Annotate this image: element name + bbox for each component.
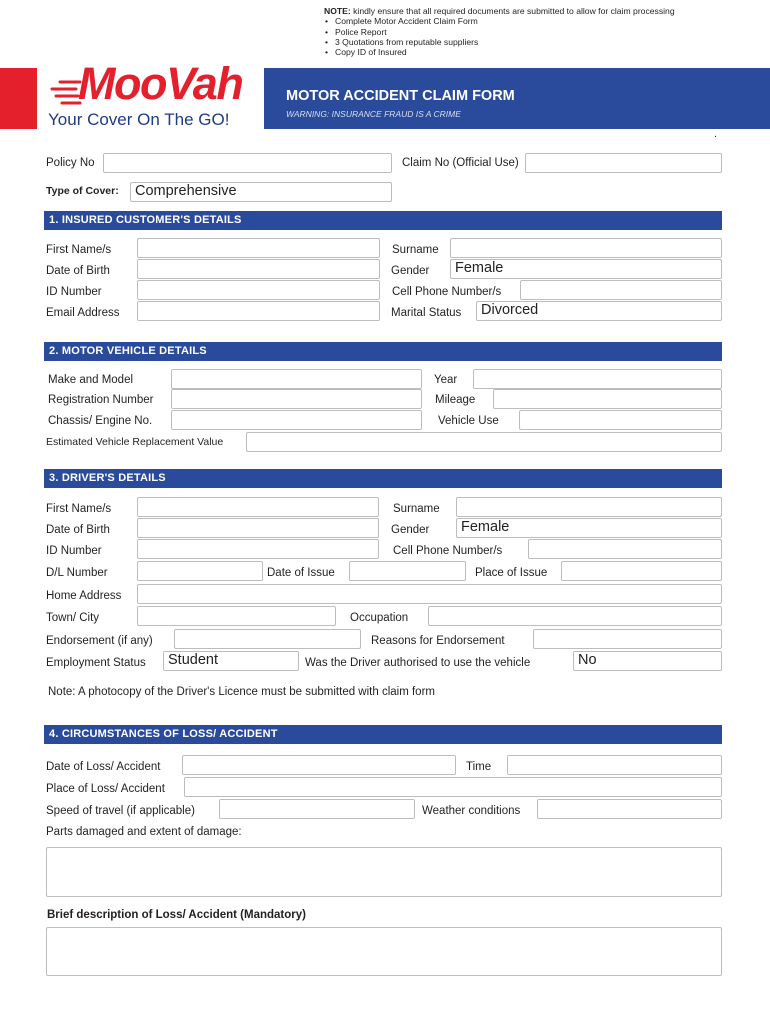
- mileage-label: Mileage: [435, 394, 476, 406]
- driver-cell-label: Cell Phone Number/s: [393, 545, 503, 557]
- policy-no-field[interactable]: [103, 153, 392, 173]
- home-address-label: Home Address: [46, 590, 122, 602]
- policy-no-label: Policy No: [46, 157, 95, 169]
- date-of-issue-field[interactable]: [349, 561, 466, 581]
- logo-tagline: Your Cover On The GO!: [48, 110, 230, 129]
- time-field[interactable]: [507, 755, 722, 775]
- year-field[interactable]: [473, 369, 722, 389]
- licence-note: Note: A photocopy of the Driver's Licence must be submitted with claim form: [48, 686, 435, 698]
- driver-id-field[interactable]: [137, 539, 379, 559]
- insured-marital-field[interactable]: Divorced: [476, 301, 722, 321]
- brief-description-field[interactable]: [46, 927, 722, 976]
- dot-mark: .: [714, 128, 718, 140]
- town-city-label: Town/ City: [46, 612, 100, 624]
- note-text: kindly ensure that all required documents are submitted to allow for claim processing: [353, 6, 675, 16]
- driver-first-name-field[interactable]: [137, 497, 379, 517]
- time-label: Time: [466, 761, 492, 773]
- weather-label: Weather conditions: [422, 805, 521, 817]
- chassis-field[interactable]: [171, 410, 422, 430]
- year-label: Year: [434, 374, 458, 386]
- registration-field[interactable]: [171, 389, 422, 409]
- driver-surname-field[interactable]: [456, 497, 722, 517]
- loss-date-field[interactable]: [182, 755, 456, 775]
- home-address-field[interactable]: [137, 584, 722, 604]
- insured-surname-field[interactable]: [450, 238, 722, 258]
- list-item: • 3 Quotations from reputable suppliers: [335, 37, 675, 47]
- driver-gender-label: Gender: [391, 524, 430, 536]
- form-banner: [264, 68, 770, 129]
- town-city-field[interactable]: [137, 606, 336, 626]
- list-item: • Copy ID of Insured: [335, 47, 675, 57]
- endorsement-field[interactable]: [174, 629, 361, 649]
- vehicle-use-label: Vehicle Use: [438, 415, 499, 427]
- insured-first-name-field[interactable]: [137, 238, 380, 258]
- insured-cell-field[interactable]: [520, 280, 722, 300]
- insured-gender-label: Gender: [391, 265, 430, 277]
- dl-number-label: D/L Number: [46, 567, 108, 579]
- brief-description-label: Brief description of Loss/ Accident (Mandatory): [47, 909, 306, 921]
- insured-gender-field[interactable]: Female: [450, 259, 722, 279]
- loss-place-field[interactable]: [184, 777, 722, 797]
- insured-first-name-label: First Name/s: [46, 244, 112, 256]
- replacement-value-field[interactable]: [246, 432, 722, 452]
- required-documents-list: [324, 16, 675, 57]
- driver-dob-label: Date of Birth: [46, 524, 110, 536]
- chassis-label: Chassis/ Engine No.: [48, 415, 153, 427]
- fraud-warning: WARNING: INSURANCE FRAUD IS A CRIME: [286, 109, 461, 119]
- list-item: • Police Report: [335, 27, 675, 37]
- driver-dob-field[interactable]: [137, 518, 379, 538]
- authorised-field[interactable]: No: [573, 651, 722, 671]
- driver-id-label: ID Number: [46, 545, 102, 557]
- reasons-endorsement-field[interactable]: [533, 629, 722, 649]
- driver-surname-label: Surname: [393, 503, 440, 515]
- authorised-label: Was the Driver authorised to use the vehicle: [305, 657, 531, 669]
- form-title: MOTOR ACCIDENT CLAIM FORM: [286, 88, 515, 104]
- claim-no-label: Claim No (Official Use): [402, 157, 519, 169]
- list-item: • Complete Motor Accident Claim Form: [335, 16, 675, 26]
- section-circumstances-header: 4. CIRCUMSTANCES OF LOSS/ ACCIDENT: [44, 725, 722, 744]
- claim-no-field[interactable]: [525, 153, 722, 173]
- occupation-field[interactable]: [428, 606, 722, 626]
- dl-number-field[interactable]: [137, 561, 263, 581]
- registration-label: Registration Number: [48, 394, 154, 406]
- note-prefix: NOTE:: [324, 6, 351, 16]
- insured-dob-label: Date of Birth: [46, 265, 110, 277]
- make-model-label: Make and Model: [48, 374, 134, 386]
- insured-id-label: ID Number: [46, 286, 102, 298]
- loss-place-label: Place of Loss/ Accident: [46, 783, 165, 795]
- driver-cell-field[interactable]: [528, 539, 722, 559]
- parts-damaged-field[interactable]: [46, 847, 722, 897]
- type-of-cover-label: Type of Cover:: [46, 185, 119, 197]
- loss-date-label: Date of Loss/ Accident: [46, 761, 161, 773]
- employment-status-label: Employment Status: [46, 657, 146, 669]
- mileage-field[interactable]: [493, 389, 722, 409]
- weather-field[interactable]: [537, 799, 722, 819]
- driver-first-name-label: First Name/s: [46, 503, 112, 515]
- occupation-label: Occupation: [350, 612, 409, 624]
- section-vehicle-header: 2. MOTOR VEHICLE DETAILS: [44, 342, 722, 361]
- insured-email-field[interactable]: [137, 301, 380, 321]
- documents-note: [324, 6, 675, 57]
- endorsement-label: Endorsement (if any): [46, 635, 153, 647]
- date-of-issue-label: Date of Issue: [267, 567, 335, 579]
- insured-marital-label: Marital Status: [391, 307, 462, 319]
- red-accent-block: [0, 68, 37, 129]
- speed-lines-icon: [46, 76, 82, 106]
- replacement-value-label: Estimated Vehicle Replacement Value: [46, 436, 224, 448]
- make-model-field[interactable]: [171, 369, 422, 389]
- driver-gender-field[interactable]: Female: [456, 518, 722, 538]
- place-of-issue-field[interactable]: [561, 561, 722, 581]
- section-insured-header: 1. INSURED CUSTOMER'S DETAILS: [44, 211, 722, 230]
- logo-wordmark: MooVah: [78, 58, 243, 109]
- vehicle-use-field[interactable]: [519, 410, 722, 430]
- reasons-endorsement-label: Reasons for Endorsement: [371, 635, 505, 647]
- parts-damaged-label: Parts damaged and extent of damage:: [46, 826, 242, 838]
- speed-label: Speed of travel (if applicable): [46, 805, 195, 817]
- logo: [40, 58, 262, 130]
- insured-surname-label: Surname: [392, 244, 439, 256]
- place-of-issue-label: Place of Issue: [475, 567, 548, 579]
- type-of-cover-field[interactable]: Comprehensive: [130, 182, 392, 202]
- insured-cell-label: Cell Phone Number/s: [392, 286, 502, 298]
- insured-email-label: Email Address: [46, 307, 120, 319]
- employment-status-field[interactable]: Student: [163, 651, 299, 671]
- section-driver-header: 3. DRIVER'S DETAILS: [44, 469, 722, 488]
- speed-field[interactable]: [219, 799, 415, 819]
- insured-id-field[interactable]: [137, 280, 380, 300]
- insured-dob-field[interactable]: [137, 259, 380, 279]
